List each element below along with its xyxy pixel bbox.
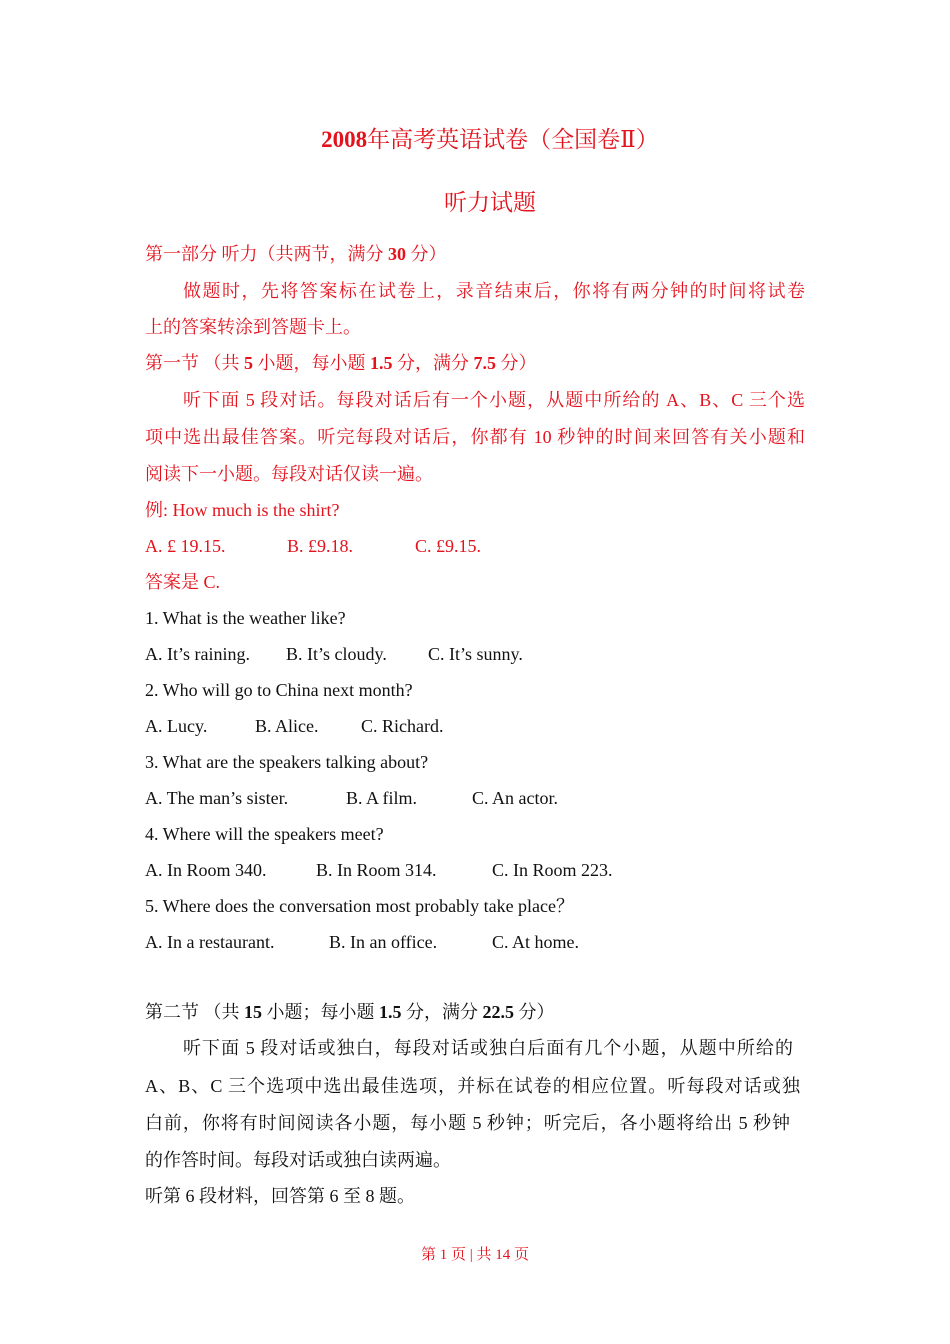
option: C. An actor.	[472, 788, 558, 808]
document-title: 2008年高考英语试卷（全国卷Ⅱ）	[321, 127, 659, 152]
part1-instruction: 做题时，先将答案标在试卷上，录音结束后，你将有两分钟的时间将试卷	[183, 281, 805, 301]
section2-instruction: 听下面 5 段对话或独白，每段对话或独白后面有几个小题，从题中所给的	[183, 1038, 793, 1058]
option: C. At home.	[492, 932, 580, 952]
example-question: 例: How much is the shirt?	[145, 500, 340, 520]
page-footer: 第 1 页 | 共 14 页	[420, 1247, 530, 1263]
section2-instruction: 的作答时间。每段对话或独白读两遍。	[145, 1150, 451, 1170]
option: A. It’s raining.	[145, 644, 250, 664]
section1-instruction: 项中选出最佳答案。听完每段对话后，你都有 10 秒钟的时间来回答有关小题和	[145, 427, 805, 447]
material-heading: 听第 6 段材料，回答第 6 至 8 题。	[145, 1186, 415, 1206]
section2-heading: 第二节 （共 15 小题；每小题 1.5 分，满分 22.5 分）	[145, 1002, 555, 1022]
document-subtitle: 听力试题	[444, 190, 536, 215]
question: 4. Where will the speakers meet?	[145, 824, 384, 844]
option: B. In an office.	[329, 932, 438, 952]
option: A. £ 19.15.	[145, 536, 226, 556]
part1-instruction: 上的答案转涂到答题卡上。	[145, 317, 361, 337]
option: B. It’s cloudy.	[286, 644, 387, 664]
option: C. It’s sunny.	[428, 644, 523, 664]
question: 2. Who will go to China next month?	[145, 680, 413, 700]
section2-instruction: 白前，你将有时间阅读各小题，每小题 5 秒钟；听完后，各小题将给出 5 秒钟	[145, 1113, 790, 1133]
option: A. Lucy.	[145, 716, 208, 736]
option: B. A film.	[346, 788, 418, 808]
part1-heading: 第一部分 听力（共两节，满分 30 分）	[145, 244, 447, 264]
question: 3. What are the speakers talking about?	[145, 752, 429, 772]
option: C. £9.15.	[415, 536, 482, 556]
question: 1. What is the weather like?	[145, 608, 346, 628]
option: A. The man’s sister.	[145, 788, 289, 808]
example-answer: 答案是 C.	[145, 572, 221, 592]
option: B. £9.18.	[287, 536, 354, 556]
section1-heading: 第一节 （共 5 小题，每小题 1.5 分，满分 7.5 分）	[145, 353, 537, 373]
option: B. In Room 314.	[316, 860, 437, 880]
section2-instruction: A、B、C 三个选项中选出最佳选项，并标在试卷的相应位置。听每段对话或独	[145, 1076, 800, 1096]
section1-instruction: 阅读下一小题。每段对话仅读一遍。	[145, 464, 433, 484]
option: C. In Room 223.	[492, 860, 613, 880]
option: A. In a restaurant.	[145, 932, 275, 952]
option: B. Alice.	[255, 716, 319, 736]
section1-instruction: 听下面 5 段对话。每段对话后有一个小题，从题中所给的 A、B、C 三个选	[183, 390, 805, 410]
option: A. In Room 340.	[145, 860, 267, 880]
option: C. Richard.	[361, 716, 444, 736]
question: 5. Where does the conversation most probably take place？	[145, 896, 575, 916]
